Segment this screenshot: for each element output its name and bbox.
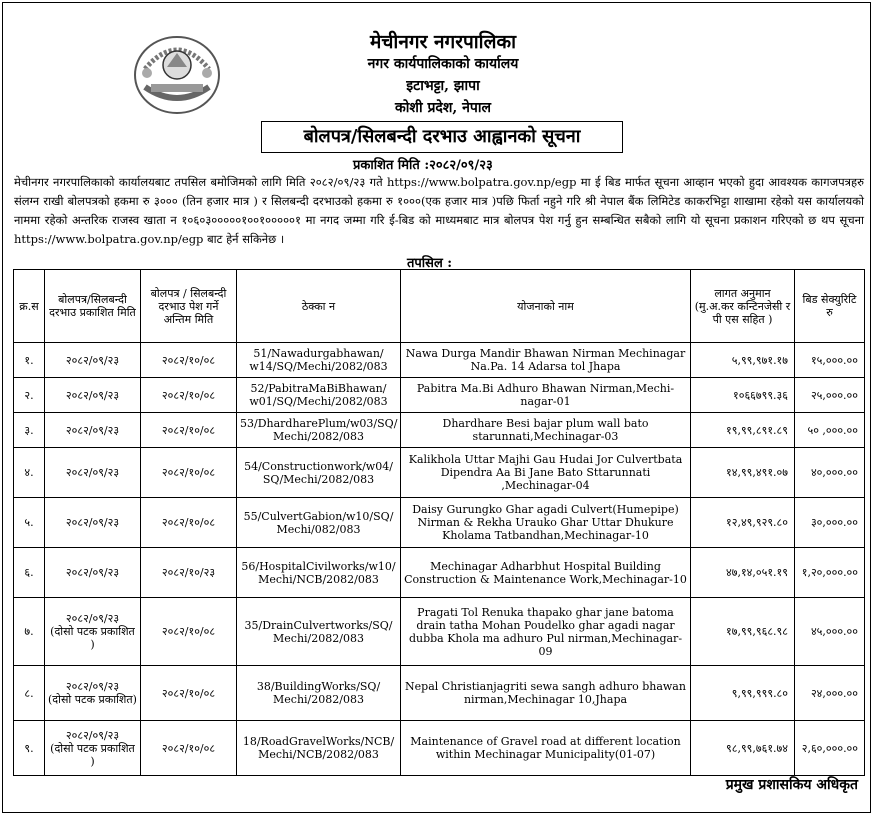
row-security: २,६०,०००.००: [795, 721, 865, 776]
signature-title: प्रमुख प्रशासकिय अधिकृत: [725, 777, 858, 793]
row-last-date: २०८२/१०/०८: [141, 413, 237, 448]
row-cost: १४,९९,४९१.०७: [691, 448, 795, 498]
row-project: Daisy Gurungko Ghar agadi Culvert(Humepipe) Nirman & Rekha Urauko Ghar Uttar Dhukure Kholama Tatbandhan,Mechinagar-10: [401, 498, 691, 548]
row-project: Maintenance of Gravel road at different location within Mechinagar Municipality(01-07): [401, 721, 691, 776]
row-pub-date: [45, 343, 141, 378]
row-pub-date-value: २०८२/०९/२३: [65, 353, 120, 367]
row-security: ४०,०००.००: [795, 448, 865, 498]
office-location: इटाभट्टा, झापा: [406, 78, 480, 94]
row-contract: 55/CulvertGabion/w10/SQ/ Mechi/082/083: [237, 498, 401, 548]
row-sn: ४.: [14, 448, 45, 498]
row-cost: १७,९९,९६८.९८: [691, 598, 795, 666]
row-last-date: २०८२/१०/०८: [141, 666, 237, 721]
office-header: [233, 31, 653, 119]
table-row: [14, 343, 865, 378]
row-last-date: २०८२/१०/०८: [141, 378, 237, 413]
table-row: [14, 413, 865, 448]
table-header-row: [14, 270, 865, 343]
intro-paragraph: मेचीनगर नगरपालिकाको कार्यालयबाट तपसिल बमोजिमको लागि मिति २०८२/०९/२३ गते https://www.bolpatra.gov.np/egp मा ई बिड मार्फत सूचना आव्हान भएको हुदा आवश्यक कागजपत्रहरु संलग्न राखी बोलपत्रको हकमा रु ३००० (तिन हजार मात्र ) र सिलबन्दी दरभाउको हकमा रु १०००(एक हजार मात्र )पछि फिर्ता नहुने गरि श्री नेपाल बैंक लिमिटेड काकरभिट्टा शाखामा रहेको यस कार्यालयको नाममा रहेको अन्तरिक राजस्व खाता न १०६०३०००००१००१०००००१ मा नगद जम्मा गरि ई-बिड को माध्यमबाट मात्र बोलपत्र पेश गर्नु हुन सम्बन्धित सबैको लागि यो सूचना प्रकाशन गरिएको छ थप सूचना https://www.bolpatra.gov.np/egp बाट हेर्न सकिनेछ ।: [14, 175, 864, 246]
tender-table: [13, 269, 865, 776]
row-contract: 53/DhardharePlum/w03/SQ/ Mechi/2082/083: [237, 413, 401, 448]
row-pub-date: [45, 498, 141, 548]
row-contract: 54/Constructionwork/w04/ SQ/Mechi/2082/083: [237, 448, 401, 498]
table-row: [14, 498, 865, 548]
table-row: [14, 666, 865, 721]
row-security: ३०,०००.००: [795, 498, 865, 548]
notice-page: [2, 2, 871, 813]
row-security: १५,०००.००: [795, 343, 865, 378]
row-pub-date: [45, 413, 141, 448]
col-header-contract: ठेक्का न: [237, 270, 401, 343]
row-pub-note: (दोसो पटक प्रकाशित ): [50, 741, 135, 768]
row-contract: 35/DrainCulvertworks/SQ/ Mechi/2082/083: [237, 598, 401, 666]
table-row: [14, 598, 865, 666]
row-security: ४५,०००.००: [795, 598, 865, 666]
row-sn: ६.: [14, 548, 45, 598]
row-pub-date: [45, 448, 141, 498]
row-pub-date-value: २०८२/०९/२३: [65, 728, 120, 742]
row-project: Nepal Christianjagriti sewa sangh adhuro bhawan nirman,Mechinagar 10,Jhapa: [401, 666, 691, 721]
row-last-date: २०८२/१०/२३: [141, 548, 237, 598]
row-cost: ४७,१४,०५१.१९: [691, 548, 795, 598]
nepal-emblem-icon: [131, 29, 223, 117]
row-contract: 18/RoadGravelWorks/NCB/ Mechi/NCB/2082/083: [237, 721, 401, 776]
col-header-security: बिड सेक्युरिटि रु: [795, 270, 865, 343]
row-last-date: २०८२/१०/०८: [141, 721, 237, 776]
row-last-date: २०८२/१०/०८: [141, 448, 237, 498]
row-sn: २.: [14, 378, 45, 413]
table-row: [14, 548, 865, 598]
details-label: तपसिल :: [407, 256, 453, 271]
row-sn: ५.: [14, 498, 45, 548]
col-header-cost: लागत अनुमान (मु.अ.कर कन्टिनजेसी र पी एस सहित ): [691, 270, 795, 343]
row-last-date: २०८२/१०/०८: [141, 498, 237, 548]
table-row: [14, 721, 865, 776]
table-row: [14, 448, 865, 498]
row-pub-date: [45, 378, 141, 413]
row-sn: ८.: [14, 666, 45, 721]
row-sn: ९.: [14, 721, 45, 776]
row-sn: १.: [14, 343, 45, 378]
row-contract: 51/Nawadurgabhawan/ w14/SQ/Mechi/2082/083: [237, 343, 401, 378]
table-row: [14, 378, 865, 413]
row-cost: ९,९९,९९९.८०: [691, 666, 795, 721]
row-contract: 56/HospitalCivilworks/w10/ Mechi/NCB/2082/083: [237, 548, 401, 598]
row-security: १,२०,०००.००: [795, 548, 865, 598]
row-pub-date: [45, 666, 141, 721]
row-pub-date-value: २०८२/०९/२३: [65, 466, 120, 479]
row-pub-date-value: २०८२/०९/२३: [65, 516, 120, 529]
row-cost: ९८,९९,७६१.७४: [691, 721, 795, 776]
row-cost: १९,९९,८९१.८९: [691, 413, 795, 448]
row-cost: १०६६७९९.३६: [691, 378, 795, 413]
row-contract: 38/BuildingWorks/SQ/ Mechi/2082/083: [237, 666, 401, 721]
row-pub-date-value: २०८२/०९/२३: [65, 566, 120, 579]
col-header-pub-date: बोलपत्र/सिलबन्दी दरभाउ प्रकाशित मिति: [45, 270, 141, 343]
col-header-last-date: बोलपत्र / सिलबन्दी दरभाउ पेश गर्ने अन्तिम मिति: [141, 270, 237, 343]
row-security: ५० ,०००.००: [795, 413, 865, 448]
row-sn: ७.: [14, 598, 45, 666]
office-name: मेचीनगर नगरपालिका: [369, 31, 517, 53]
office-province: कोशी प्रदेश, नेपाल: [395, 100, 491, 116]
row-project: Pabitra Ma.Bi Adhuro Bhawan Nirman,Mechi-nagar-01: [401, 378, 691, 413]
office-subtitle: नगर कार्यपालिकाको कार्यालय: [367, 56, 519, 72]
row-pub-date: [45, 548, 141, 598]
row-cost: ५,९९,९७१.१७: [691, 343, 795, 378]
row-cost: १२,४९,९२९.८०: [691, 498, 795, 548]
row-project: Nawa Durga Mandir Bhawan Nirman Mechinagar Na.Pa. 14 Adarsa tol Jhapa: [401, 343, 691, 378]
row-sn: ३.: [14, 413, 45, 448]
row-security: २४,०००.००: [795, 666, 865, 721]
row-pub-date-value: २०८२/०९/२३: [65, 423, 120, 437]
row-pub-date-value: २०८२/०९/२३: [65, 388, 120, 402]
col-header-sn: क्र.स: [14, 270, 45, 343]
row-pub-date: [45, 598, 141, 666]
row-pub-note: (दोसो पटक प्रकाशित): [48, 693, 137, 706]
row-security: २५,०००.००: [795, 378, 865, 413]
publish-date: प्रकाशित मिति :२०८२/०९/२३: [353, 158, 493, 173]
row-project: Pragati Tol Renuka thapako ghar jane batoma drain tatha Mohan Poudelko ghar agadi nagar dubba Khola ma adhuro Pul nirman,Mechinagar-09: [401, 598, 691, 666]
col-header-project: योजनाको नाम: [401, 270, 691, 343]
row-project: Dhardhare Besi bajar plum wall bato starunnati,Mechinagar-03: [401, 413, 691, 448]
notice-title: बोलपत्र/सिलबन्दी दरभाउ आह्वानको सूचना: [261, 121, 623, 153]
row-pub-date: [45, 721, 141, 776]
row-project: Mechinagar Adharbhut Hospital Building Construction & Maintenance Work,Mechinagar-10: [401, 548, 691, 598]
row-contract: 52/PabitraMaBiBhawan/ w01/SQ/Mechi/2082/083: [237, 378, 401, 413]
row-pub-date-value: २०८२/०९/२३: [65, 680, 120, 693]
row-last-date: २०८२/१०/०८: [141, 598, 237, 666]
row-project: Kalikhola Uttar Majhi Gau Hudai Jor Culvertbata Dipendra Aa Bi Jane Bato Sttarunnati ,Mechinagar-04: [401, 448, 691, 498]
row-pub-date-value: २०८२/०९/२३: [65, 612, 120, 625]
row-last-date: २०८२/१०/०८: [141, 343, 237, 378]
row-pub-note: (दोसो पटक प्रकाशित ): [50, 625, 135, 651]
